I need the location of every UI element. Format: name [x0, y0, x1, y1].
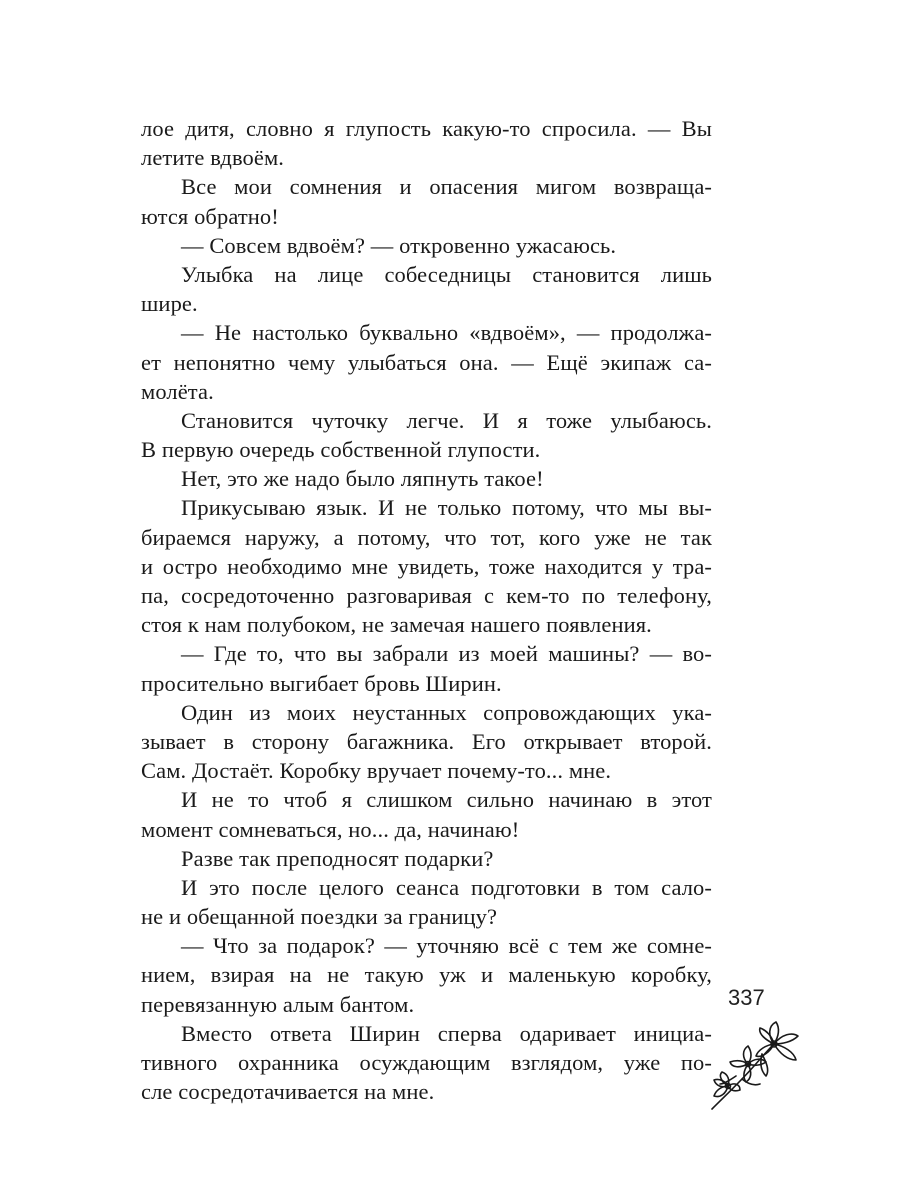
text-line: Один из моих неустанных сопровождающих ука- — [181, 699, 712, 725]
text-line: — Где то, что вы забрали из моей машины? — во- — [181, 641, 712, 667]
text-line: — Что за подарок? — уточняю всё с тем же сомне- — [181, 933, 712, 959]
text-line: нием, взирая на не такую уж и маленькую коробку, — [141, 962, 712, 988]
text-line: Прикусываю язык. И не только потому, что мы вы- — [181, 495, 712, 521]
text-line: И не то чтоб я слишком сильно начинаю в этот — [181, 787, 712, 813]
text-line: тивного охранника осуждающим взглядом, уже по- — [141, 1050, 712, 1075]
text-line: стоя к нам полубоком, не замечая нашего появления. — [141, 612, 652, 638]
text-line: ются обратно! — [141, 203, 279, 229]
text-line: Разве так преподносят подарки? — [181, 845, 494, 871]
text-line: момент сомневаться, но... да, начинаю! — [141, 816, 520, 842]
text-line: В первую очередь собственной глупости. — [141, 437, 541, 463]
text-line: Улыбка на лице собеседницы становится лишь — [181, 261, 712, 287]
text-line: зывает в сторону багажника. Его открывает второй. — [141, 728, 712, 754]
text-line: Нет, это же надо было ляпнуть такое! — [181, 466, 544, 492]
text-line: сле сосредотачивается на мне. — [141, 1079, 435, 1105]
text-line: не и обещанной поездки за границу? — [141, 904, 498, 930]
text-line: лое дитя, словно я глупость какую-то спросила. — Вы — [141, 116, 712, 141]
text-line: Вместо ответа Ширин сперва одаривает инициа- — [181, 1020, 712, 1046]
text-line: И это после целого сеанса подготовки в том сало- — [181, 874, 712, 900]
text-line: Становится чуточку легче. И я тоже улыбаюсь. — [181, 407, 712, 433]
text-line: — Не настолько буквально «вдвоём», — продолжа- — [181, 320, 712, 346]
text-line: Сам. Достаёт. Коробку вручает почему-то... мне. — [141, 758, 612, 784]
text-line: перевязанную алым бантом. — [141, 991, 415, 1017]
text-line: и остро необходимо мне увидеть, тоже находится у тра- — [141, 553, 712, 579]
text-line: Все мои сомнения и опасения мигом возвраща- — [181, 174, 712, 200]
text-line: бираемся наружу, а потому, что тот, кого уже не так — [141, 524, 712, 550]
body-text — [141, 114, 712, 1106]
text-line: ет непонятно чему улыбаться она. — Ещё экипаж са- — [141, 349, 712, 375]
text-line: молёта. — [141, 378, 214, 404]
page-number: 337 — [728, 985, 765, 1010]
text-line: просительно выгибает бровь Ширин. — [141, 670, 502, 696]
text-line: шире. — [141, 291, 198, 317]
flower-sprig-icon — [702, 1014, 806, 1114]
text-line: летите вдвоём. — [141, 145, 285, 171]
text-line: — Совсем вдвоём? — откровенно ужасаюсь. — [181, 232, 617, 258]
text-line: па, сосредоточенно разговаривая с кем-то по телефону, — [141, 583, 712, 608]
